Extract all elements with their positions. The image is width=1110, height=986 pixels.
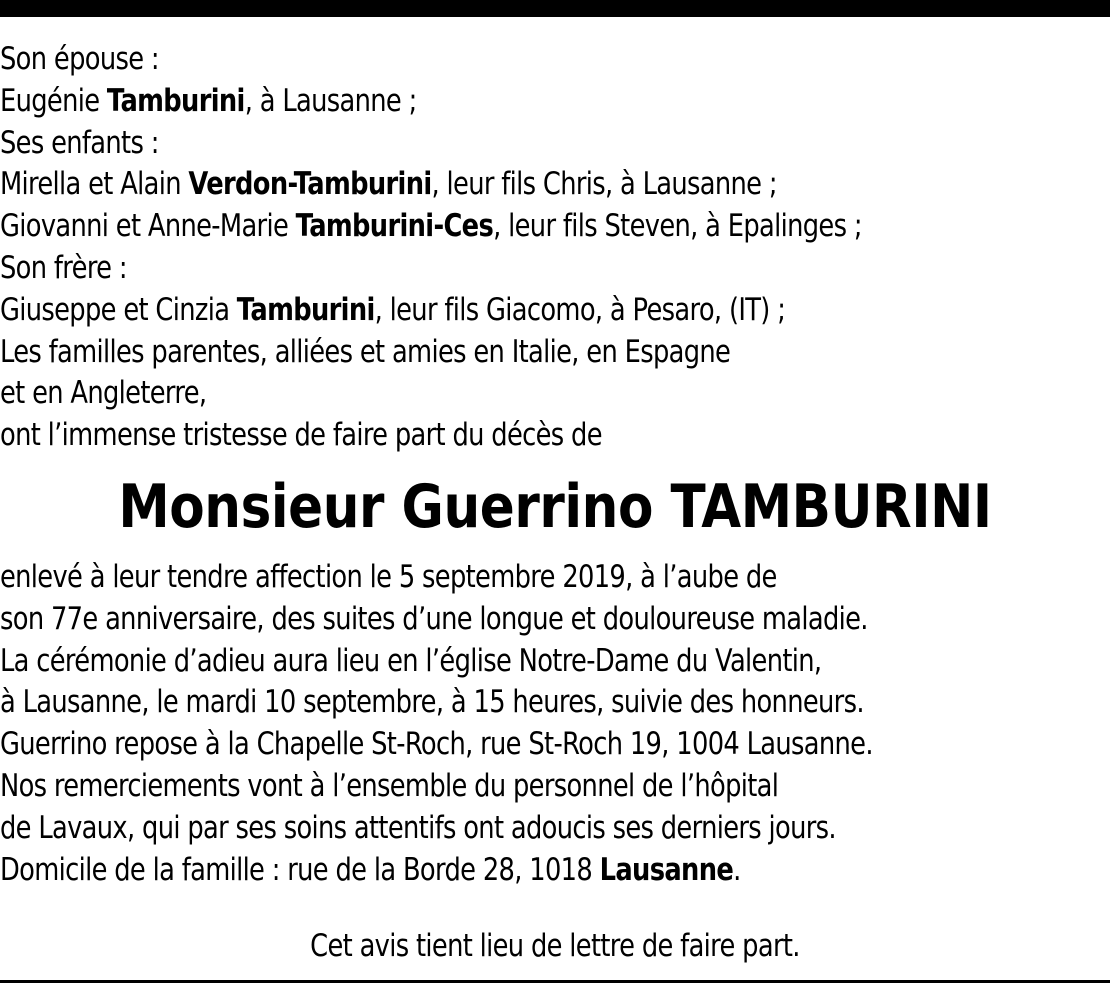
footer-note: Cet avis tient lieu de lettre de faire part. <box>310 928 800 964</box>
domicile-address: Domicile de la famille : rue de la Borde 28, 1018 <box>0 851 600 888</box>
brother-line <box>0 290 921 332</box>
children-heading: Ses enfants : <box>0 124 159 161</box>
top-rule <box>0 0 1110 17</box>
spouse-line <box>0 81 921 123</box>
child1-names: Mirella et Alain <box>0 166 189 203</box>
domicile-line <box>0 850 921 892</box>
announcement-line: ont l’immense tristesse de faire part du décès de <box>0 417 602 454</box>
brother-names: Giuseppe et Cinzia <box>0 291 237 328</box>
detail-line-2: son 77e anniversaire, des suites d’une longue et douloureuse maladie. <box>0 600 868 637</box>
relatives-line-2: et en Angleterre, <box>0 375 207 412</box>
brother-heading: Son frère : <box>0 249 127 286</box>
deceased-name: Monsieur Guerrino TAMBURINI <box>118 471 992 542</box>
child2-names: Giovanni et Anne-Marie <box>0 208 296 245</box>
detail-line-1: enlevé à leur tendre affection le 5 septembre 2019, à l’aube de <box>0 558 777 595</box>
obituary-notice <box>0 39 1110 891</box>
child-line-1 <box>0 164 921 206</box>
detail-line-4: à Lausanne, le mardi 10 septembre, à 15 heures, suivie des honneurs. <box>0 684 864 721</box>
child-line-2 <box>0 206 921 248</box>
child2-details: , leur fils Steven, à Epalinges ; <box>493 208 862 245</box>
spouse-location: , à Lausanne ; <box>244 82 417 119</box>
spouse-heading: Son épouse : <box>0 41 159 77</box>
spouse-first-name: Eugénie <box>0 82 107 119</box>
domicile-end: . <box>733 851 741 888</box>
relatives-line-1: Les familles parentes, alliées et amies en Italie, en Espagne <box>0 333 731 370</box>
spouse-surname: Tamburini <box>106 82 245 119</box>
bottom-rule <box>0 980 1110 983</box>
brother-surname: Tamburini <box>236 291 375 328</box>
child1-surname: Verdon-Tamburini <box>188 166 432 203</box>
detail-line-5: Guerrino repose à la Chapelle St-Roch, rue St-Roch 19, 1004 Lausanne. <box>0 726 873 763</box>
detail-line-7: de Lavaux, qui par ses soins attentifs ont adoucis ses derniers jours. <box>0 809 836 846</box>
child2-surname: Tamburini-Ces <box>295 208 494 245</box>
domicile-city: Lausanne <box>599 851 734 888</box>
brother-details: , leur fils Giacomo, à Pesaro, (IT) ; <box>374 291 786 328</box>
child1-details: , leur fils Chris, à Lausanne ; <box>431 166 777 203</box>
detail-line-3: La cérémonie d’adieu aura lieu en l’église Notre-Dame du Valentin, <box>0 642 822 679</box>
detail-line-6: Nos remerciements vont à l’ensemble du personnel de l’hôpital <box>0 767 779 804</box>
